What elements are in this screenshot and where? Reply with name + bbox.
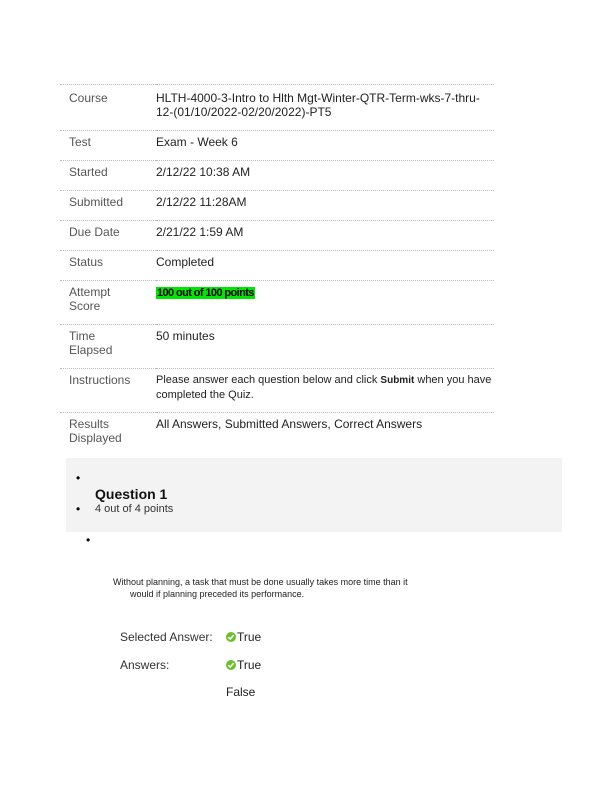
question-title: Question 1 [95, 486, 168, 502]
instructions-row [60, 369, 494, 413]
status-row [60, 251, 494, 281]
results-displayed-label [60, 413, 156, 457]
results-displayed-label-line2: Displayed [69, 431, 122, 445]
status-value: Completed [156, 251, 494, 281]
time-elapsed-value: 50 minutes [156, 325, 494, 369]
started-label: Started [60, 161, 156, 191]
instructions-text-before: Please answer each question below and click [156, 374, 381, 386]
submitted-row [60, 191, 494, 221]
answer-option-text: False [226, 685, 256, 699]
results-displayed-row [60, 413, 494, 457]
instructions-value [156, 369, 494, 413]
due-date-row [60, 221, 494, 251]
submitted-label: Submitted [60, 191, 156, 221]
bullet-icon: • [86, 533, 91, 547]
results-displayed-value: All Answers, Submitted Answers, Correct Answers [156, 413, 494, 457]
course-value: HLTH-4000-3-Intro to Hlth Mgt-Winter-QTR-Term-wks-7-thru-12-(01/10/2022-02/20/2022)-PT5 [156, 85, 494, 131]
due-date-value: 2/21/22 1:59 AM [156, 221, 494, 251]
started-row [60, 161, 494, 191]
attempt-info-table [60, 84, 494, 456]
answer-option-true [226, 658, 261, 672]
test-value: Exam - Week 6 [156, 131, 494, 161]
question-points: 4 out of 4 points [95, 503, 174, 515]
correct-check-icon [226, 660, 236, 670]
course-label: Course [60, 85, 156, 131]
selected-answer [226, 630, 261, 644]
test-label: Test [60, 131, 156, 161]
time-elapsed-row [60, 325, 494, 369]
instructions-text-after: when you have completed the Quiz. [156, 374, 492, 401]
question-text-line2: would if planning preceded its performance. [130, 589, 305, 599]
question-text [113, 576, 458, 600]
due-date-label: Due Date [60, 221, 156, 251]
status-label: Status [60, 251, 156, 281]
course-row [60, 85, 494, 131]
attempt-score-value-cell [156, 281, 494, 325]
submitted-value: 2/12/22 11:28AM [156, 191, 494, 221]
instructions-label: Instructions [60, 369, 156, 413]
time-elapsed-label [60, 325, 156, 369]
attempt-score-label-line1: Attempt [69, 285, 111, 299]
bullet-icon: • [76, 502, 81, 516]
instructions-submit-word: Submit [380, 375, 415, 386]
correct-check-icon [226, 632, 236, 642]
time-elapsed-label-line2: Elapsed [69, 343, 113, 357]
attempt-score-label-line2: Score [69, 299, 101, 313]
answer-option-text: True [237, 658, 262, 672]
attempt-score-row [60, 281, 494, 325]
started-value: 2/12/22 10:38 AM [156, 161, 494, 191]
answer-option-false [226, 685, 255, 699]
results-displayed-label-line1: Results [69, 417, 110, 431]
time-elapsed-label-line1: Time [69, 329, 96, 343]
question-text-line1: Without planning, a task that must be done usually takes more time than it [113, 577, 408, 587]
selected-answer-label: Selected Answer: [120, 630, 213, 644]
attempt-score-label [60, 281, 156, 325]
attempt-score-value: 100 out of 100 points [157, 287, 254, 299]
bullet-icon: • [76, 471, 81, 485]
test-row [60, 131, 494, 161]
answers-label: Answers: [120, 658, 170, 672]
selected-answer-text: True [237, 630, 262, 644]
